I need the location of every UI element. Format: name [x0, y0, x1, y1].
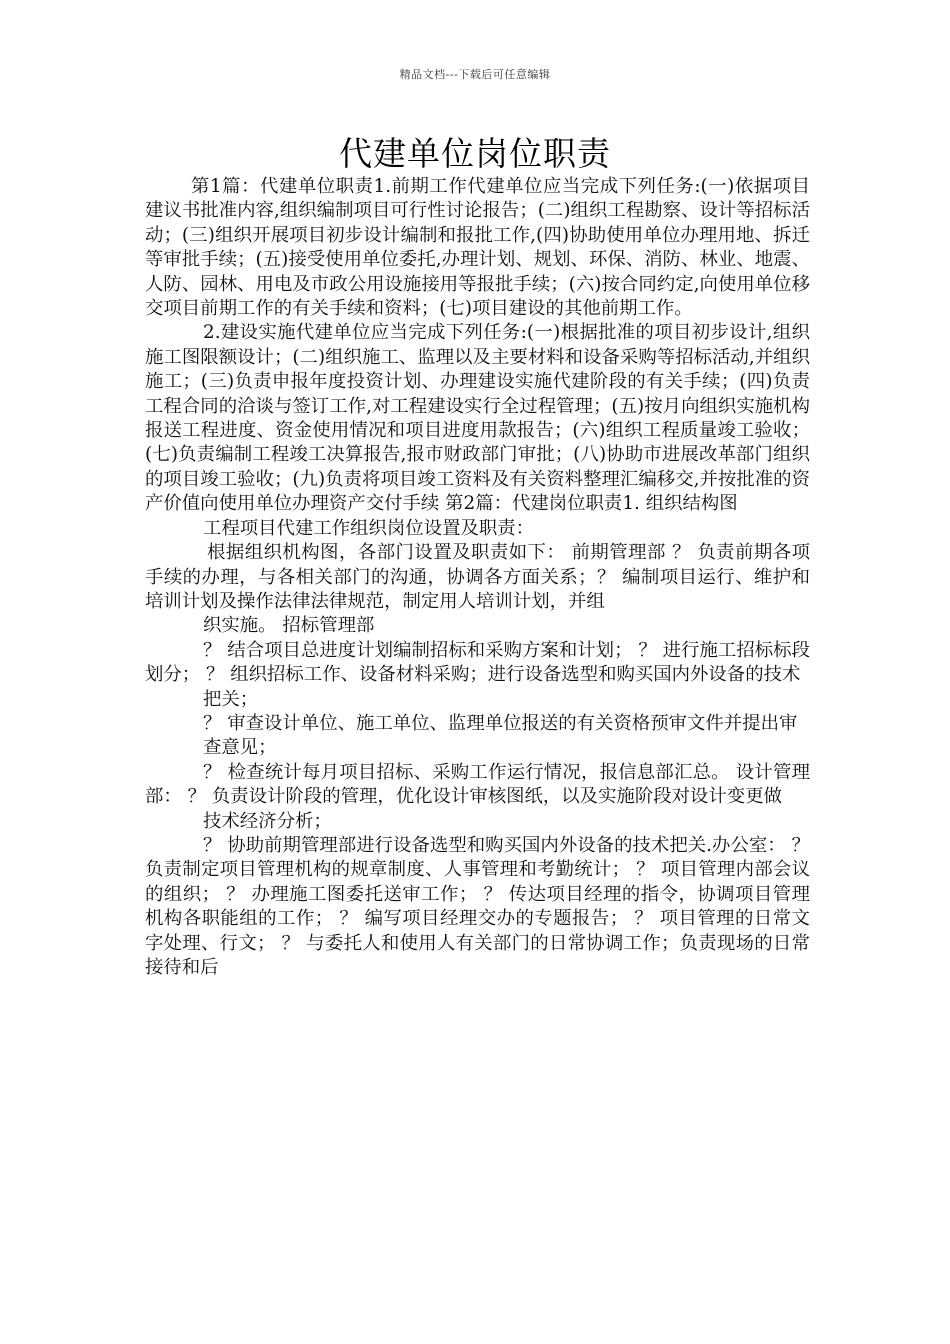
paragraph-dept-preliminary: 根据组织机构图，各部门设置及职责如下： 前期管理部 ？ 负责前期各项手续的办理，与各相关部门的沟通，协调各方面关系；？ 编制项目运行、维护和培训计划及操作法律法律规范，制定用人培训计划，并组 [145, 542, 810, 612]
paragraph-bidding-duties: ？ 结合项目总进度计划编制招标和采购方案和计划； ？ 进行施工招标标段划分； ？ 组织招标工作、设备材料采购；进行设备选型和购买国内外设备的技术 [145, 639, 810, 686]
paragraph-design-management: ？ 检查统计每月项目招标、采购工作运行情况，报信息部汇总。 设计管理部： ？ 负责设计阶段的管理，优化设计审核图纸，以及实施阶段对设计变更做 [145, 761, 810, 808]
paragraph-bidding-check: 把关； [203, 688, 259, 710]
paragraph-office-duties: ？ 协助前期管理部进行设备选型和购买国内外设备的技术把关.办公室： ？ 负责制定项目管理机构的规章制度、人事管理和考勤统计； ？ 项目管理内部会议的组织； ？ 办理施工图委托送审工作； ？ 传达项目经理的指令，协调项目管理机构各职能组的工作； ？ 编写项目经理交办的专题报告； ？ 项目管理的日常文字处理、行文； ？ 与委托人和使用人有关部门的日常协调工作；负责现场的日常接待和后 [145, 834, 810, 978]
document-title: 代建单位岗位职责 [339, 134, 611, 173]
page-header-note: 精品文档---下载后可任意编辑 [399, 68, 551, 81]
paragraph-part1-preliminary: 第1篇：代建单位职责1.前期工作代建单位应当完成下列任务:(一)依据项目建议书批准内容,组织编制项目可行性讨论报告；(二)组织工程勘察、设计等招标活动；(三)组织开展项目初步设计编制和报批工作,(四)协助使用单位办理用地、拆迁等审批手续；(五)接受使用单位委托,办理计划、规划、环保、消防、林业、地震、人防、园林、用电及市政公用设施接用等报批手续；(六)按合同约定,向使用单位移交项目前期工作的有关手续和资料；(七)项目建设的其他前期工作。 [145, 176, 810, 320]
paragraph-construction-implementation: 2.建设实施代建单位应当完成下列任务:(一)根据批准的项目初步设计,组织施工图限额设计；(二)组织施工、监理以及主要材料和设备采购等招标活动,并组织施工；(三)负责申报年度投资计划、办理建设实施代建阶段的有关手续；(四)负责工程合同的洽谈与签订工作,对工程建设实行全过程管理；(五)按月向组织实施机构报送工程进度、资金使用情况和项目进度用款报告；(六)组织工程质量竣工验收；(七)负责编制工程竣工决算报告,报市财政部门审批；(八)协助市进展改革部门组织的项目竣工验收；(九)负责将项目竣工资料及有关资料整理汇编移交,并按批准的资产价值向使用单位办理资产交付手续 第2篇：代建岗位职责1. 组织结构图 [145, 322, 810, 515]
paragraph-tech-analysis: 技术经济分析； [203, 810, 332, 832]
paragraph-bidding-review: ？ 审查设计单位、施工单位、监理单位报送的有关资格预审文件并提出审 [203, 712, 798, 734]
paragraph-bidding-heading: 织实施。 招标管理部 [203, 615, 375, 637]
paragraph-org-intro: 工程项目代建工作组织岗位设置及职责： [203, 517, 535, 539]
document-body [145, 175, 810, 980]
paragraph-bidding-opinion: 查意见； [203, 737, 277, 759]
